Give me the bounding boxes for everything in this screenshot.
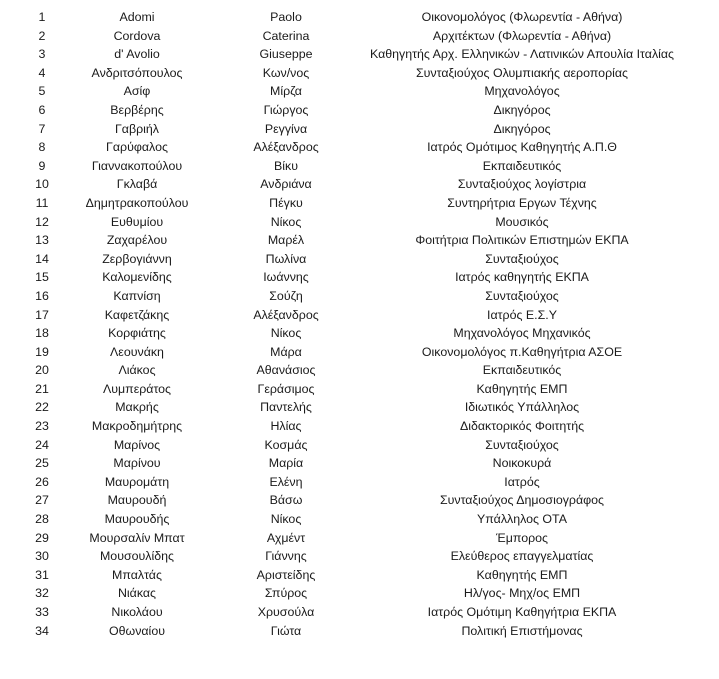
surname-cell: Ασίφ bbox=[123, 84, 151, 99]
first-name-cell: Γεράσιμος bbox=[257, 381, 315, 396]
surname-cell: Μαυρομάτη bbox=[104, 474, 170, 489]
first-name-cell: Caterina bbox=[262, 28, 310, 43]
table-row bbox=[0, 417, 719, 436]
occupation-cell: Συνταξιούχος bbox=[485, 288, 559, 303]
row-number: 8 bbox=[38, 140, 46, 155]
row-number: 5 bbox=[38, 84, 46, 99]
row-number: 15 bbox=[35, 270, 49, 285]
occupation-cell: Μηχανολόγος bbox=[484, 84, 560, 99]
surname-cell: Γκλαβά bbox=[116, 177, 158, 192]
row-number: 23 bbox=[35, 419, 49, 434]
occupation-cell: Πολιτική Επιστήμονας bbox=[461, 623, 583, 638]
first-name-cell: Γιάννης bbox=[265, 549, 307, 564]
table-row bbox=[0, 250, 719, 269]
table-row bbox=[0, 8, 719, 27]
table-row bbox=[0, 82, 719, 101]
table-row bbox=[0, 45, 719, 64]
first-name-cell: Νίκος bbox=[270, 326, 302, 341]
surname-cell: Μακρής bbox=[115, 400, 159, 415]
first-name-cell: Ελένη bbox=[269, 474, 303, 489]
surname-cell: Γαβριήλ bbox=[114, 121, 159, 136]
surname-cell: Λιάκος bbox=[118, 363, 156, 378]
row-number: 27 bbox=[35, 493, 49, 508]
row-number: 9 bbox=[38, 158, 46, 173]
first-name-cell: Κοσμάς bbox=[264, 437, 308, 452]
row-number: 26 bbox=[35, 474, 49, 489]
row-number: 7 bbox=[38, 121, 46, 136]
surname-cell: Cordova bbox=[113, 28, 161, 43]
surname-cell: Μουσουλίδης bbox=[99, 549, 174, 564]
occupation-cell: Καθηγητής ΕΜΠ bbox=[476, 567, 568, 582]
occupation-cell: Συνταξιούχος bbox=[485, 437, 559, 452]
surname-cell: Ευθυμίου bbox=[110, 214, 164, 229]
surname-cell: Ζαχαρέλου bbox=[106, 233, 168, 248]
row-number: 14 bbox=[35, 251, 49, 266]
occupation-cell: Δικηγόρος bbox=[493, 121, 551, 136]
row-number: 2 bbox=[38, 28, 46, 43]
first-name-cell: Paolo bbox=[270, 10, 302, 24]
table-row bbox=[0, 120, 719, 139]
table-row bbox=[0, 306, 719, 325]
occupation-cell: Συνταξιούχος bbox=[485, 251, 559, 266]
surname-cell: Βερβέρης bbox=[110, 102, 164, 117]
occupation-cell: Μουσικός bbox=[495, 214, 549, 229]
row-number: 17 bbox=[35, 307, 49, 322]
surname-cell: Δημητρακοπούλου bbox=[85, 195, 189, 210]
surname-cell: Οθωναίου bbox=[109, 623, 165, 638]
occupation-cell: Μηχανολόγος Μηχανικός bbox=[453, 326, 591, 341]
table-row bbox=[0, 138, 719, 157]
first-name-cell: Ηλίας bbox=[270, 419, 302, 434]
occupation-cell: Συνταξιούχος λογίστρια bbox=[457, 177, 587, 192]
row-number: 20 bbox=[35, 363, 49, 378]
row-number: 30 bbox=[35, 549, 49, 564]
table-row bbox=[0, 547, 719, 566]
table-row bbox=[0, 584, 719, 603]
surname-cell: Μαρίνου bbox=[113, 456, 161, 471]
occupation-cell: Δικηγόρος bbox=[493, 102, 551, 117]
row-number: 33 bbox=[35, 605, 49, 619]
table-row bbox=[0, 622, 719, 641]
row-number: 13 bbox=[35, 233, 49, 248]
row-number: 31 bbox=[35, 567, 49, 582]
occupation-cell: Ελεύθερος επαγγελματίας bbox=[450, 549, 594, 564]
first-name-cell: Σπύρος bbox=[264, 586, 308, 601]
occupation-cell: Φοιτήτρια Πολιτικών Επιστημών ΕΚΠΑ bbox=[415, 233, 629, 248]
surname-cell: Μαυρουδής bbox=[104, 512, 170, 527]
first-name-cell: Giuseppe bbox=[259, 47, 313, 62]
surname-cell: Γιαννακοπούλου bbox=[91, 158, 183, 173]
occupation-cell: Συνταξιούχος Ολυμπιακής αεροπορίας bbox=[415, 65, 629, 80]
first-name-cell: Αχμέντ bbox=[266, 530, 306, 545]
first-name-cell: Ιωάννης bbox=[263, 270, 309, 285]
table-row bbox=[0, 473, 719, 492]
surname-cell: Μαρίνος bbox=[113, 437, 161, 452]
occupation-cell: Οικονομολόγος (Φλωρεντία - Αθήνα) bbox=[421, 10, 623, 24]
row-number: 19 bbox=[35, 344, 49, 359]
surname-cell: Ζερβογιάννη bbox=[102, 251, 172, 266]
row-number: 28 bbox=[35, 512, 49, 527]
surname-cell: Μουρσαλίν Μπατ bbox=[89, 530, 185, 545]
row-number: 10 bbox=[35, 177, 49, 192]
members-table bbox=[0, 8, 719, 640]
occupation-cell: Ιατρός bbox=[504, 474, 540, 489]
occupation-cell: Ιατρός Ομότιμη Καθηγήτρια ΕΚΠΑ bbox=[427, 605, 617, 619]
surname-cell: Καλομενίδης bbox=[102, 270, 172, 285]
table-row bbox=[0, 603, 719, 622]
row-number: 29 bbox=[35, 530, 49, 545]
row-number: 16 bbox=[35, 288, 49, 303]
surname-cell: Ανδριτσόπουλος bbox=[91, 65, 183, 80]
surname-cell: Νιάκας bbox=[117, 586, 157, 601]
first-name-cell: Μαρία bbox=[268, 456, 304, 471]
table-row bbox=[0, 175, 719, 194]
row-number: 25 bbox=[35, 456, 49, 471]
surname-cell: Καπνίση bbox=[113, 288, 161, 303]
occupation-cell: Συνταξιούχος Δημοσιογράφος bbox=[439, 493, 605, 508]
table-row bbox=[0, 436, 719, 455]
table-row bbox=[0, 64, 719, 83]
row-number: 6 bbox=[38, 102, 46, 117]
occupation-cell: Ιατρός Ε.Σ.Υ bbox=[487, 307, 557, 322]
occupation-cell: Συντηρήτρια Εργων Τέχνης bbox=[447, 195, 597, 210]
occupation-cell: Διδακτορικός Φοιτητής bbox=[459, 419, 585, 434]
occupation-cell: Ηλ/γος- Μηχ/ος ΕΜΠ bbox=[463, 586, 581, 601]
first-name-cell: Γιώργος bbox=[263, 102, 309, 117]
first-name-cell: Αριστείδης bbox=[256, 567, 316, 582]
first-name-cell: Μάρα bbox=[270, 344, 302, 359]
surname-cell: Μπαλτάς bbox=[112, 567, 162, 582]
table-row bbox=[0, 287, 719, 306]
first-name-cell: Βίκυ bbox=[274, 158, 298, 173]
occupation-cell: Ιδιωτικός Υπάλληλος bbox=[464, 400, 580, 415]
table-row bbox=[0, 529, 719, 548]
table-row bbox=[0, 566, 719, 585]
occupation-cell: Καθηγητής Αρχ. Ελληνικών - Λατινικών Απουλία Ιταλίας bbox=[369, 47, 675, 62]
table-row bbox=[0, 398, 719, 417]
first-name-cell: Παντελής bbox=[260, 400, 312, 415]
row-number: 24 bbox=[35, 437, 49, 452]
row-number: 21 bbox=[35, 381, 49, 396]
table-row bbox=[0, 101, 719, 120]
surname-cell: Νικολάου bbox=[111, 605, 163, 619]
table-row bbox=[0, 268, 719, 287]
table-row bbox=[0, 324, 719, 343]
table-row bbox=[0, 454, 719, 473]
first-name-cell: Μίρζα bbox=[270, 84, 302, 99]
first-name-cell: Γιώτα bbox=[270, 623, 302, 638]
first-name-cell: Αθανάσιος bbox=[256, 363, 316, 378]
table-row bbox=[0, 361, 719, 380]
surname-cell: Γαρύφαλος bbox=[106, 140, 168, 155]
first-name-cell: Βάσω bbox=[269, 493, 303, 508]
table-row bbox=[0, 491, 719, 510]
first-name-cell: Χρυσούλα bbox=[257, 605, 315, 619]
row-number: 1 bbox=[38, 10, 46, 24]
surname-cell: Λυμπεράτος bbox=[102, 381, 172, 396]
row-number: 34 bbox=[35, 623, 49, 638]
first-name-cell: Ανδριάνα bbox=[260, 177, 312, 192]
surname-cell: Καφετζάκης bbox=[104, 307, 170, 322]
first-name-cell: Κων/νος bbox=[262, 65, 310, 80]
first-name-cell: Πωλίνα bbox=[265, 251, 307, 266]
occupation-cell: Εκπαιδευτικός bbox=[482, 158, 562, 173]
row-number: 12 bbox=[35, 214, 49, 229]
first-name-cell: Πέγκυ bbox=[269, 195, 303, 210]
first-name-cell: Σούζη bbox=[269, 288, 303, 303]
occupation-cell: Ιατρός Ομότιμος Καθηγητής Α.Π.Θ bbox=[427, 140, 617, 155]
occupation-cell: Υπάλληλος ΟΤΑ bbox=[477, 512, 567, 527]
table-row bbox=[0, 27, 719, 46]
surname-cell: d' Avolio bbox=[114, 47, 160, 62]
occupation-cell: Νοικοκυρά bbox=[492, 456, 552, 471]
row-number: 32 bbox=[35, 586, 49, 601]
occupation-cell: Οικονομολόγος π.Καθηγήτρια ΑΣΟΕ bbox=[421, 344, 623, 359]
row-number: 22 bbox=[35, 400, 49, 415]
table-row bbox=[0, 213, 719, 232]
surname-cell: Μαυρουδή bbox=[107, 493, 167, 508]
table-row bbox=[0, 380, 719, 399]
occupation-cell: Έμπορος bbox=[495, 530, 549, 545]
occupation-cell: Καθηγητής ΕΜΠ bbox=[476, 381, 568, 396]
surname-cell: Κορφιάτης bbox=[108, 326, 166, 341]
occupation-cell: Ιατρός καθηγητής ΕΚΠΑ bbox=[455, 270, 589, 285]
row-number: 11 bbox=[35, 195, 49, 210]
row-number: 18 bbox=[35, 326, 49, 341]
table-row bbox=[0, 194, 719, 213]
first-name-cell: Αλέξανδρος bbox=[253, 307, 319, 322]
surname-cell: Λεουνάκη bbox=[110, 344, 164, 359]
table-row bbox=[0, 157, 719, 176]
surname-cell: Μακροδημήτρης bbox=[91, 419, 183, 434]
row-number: 4 bbox=[38, 65, 46, 80]
table-row bbox=[0, 231, 719, 250]
table-row bbox=[0, 510, 719, 529]
first-name-cell: Μαρέλ bbox=[267, 233, 305, 248]
first-name-cell: Αλέξανδρος bbox=[253, 140, 319, 155]
first-name-cell: Νίκος bbox=[270, 214, 302, 229]
first-name-cell: Ρεγγίνα bbox=[264, 121, 308, 136]
surname-cell: Adomi bbox=[119, 10, 155, 24]
occupation-cell: Εκπαιδευτικός bbox=[482, 363, 562, 378]
row-number: 3 bbox=[38, 47, 46, 62]
first-name-cell: Νίκος bbox=[270, 512, 302, 527]
occupation-cell: Αρχιτέκτων (Φλωρεντία - Αθήνα) bbox=[432, 28, 612, 43]
table-row bbox=[0, 343, 719, 362]
